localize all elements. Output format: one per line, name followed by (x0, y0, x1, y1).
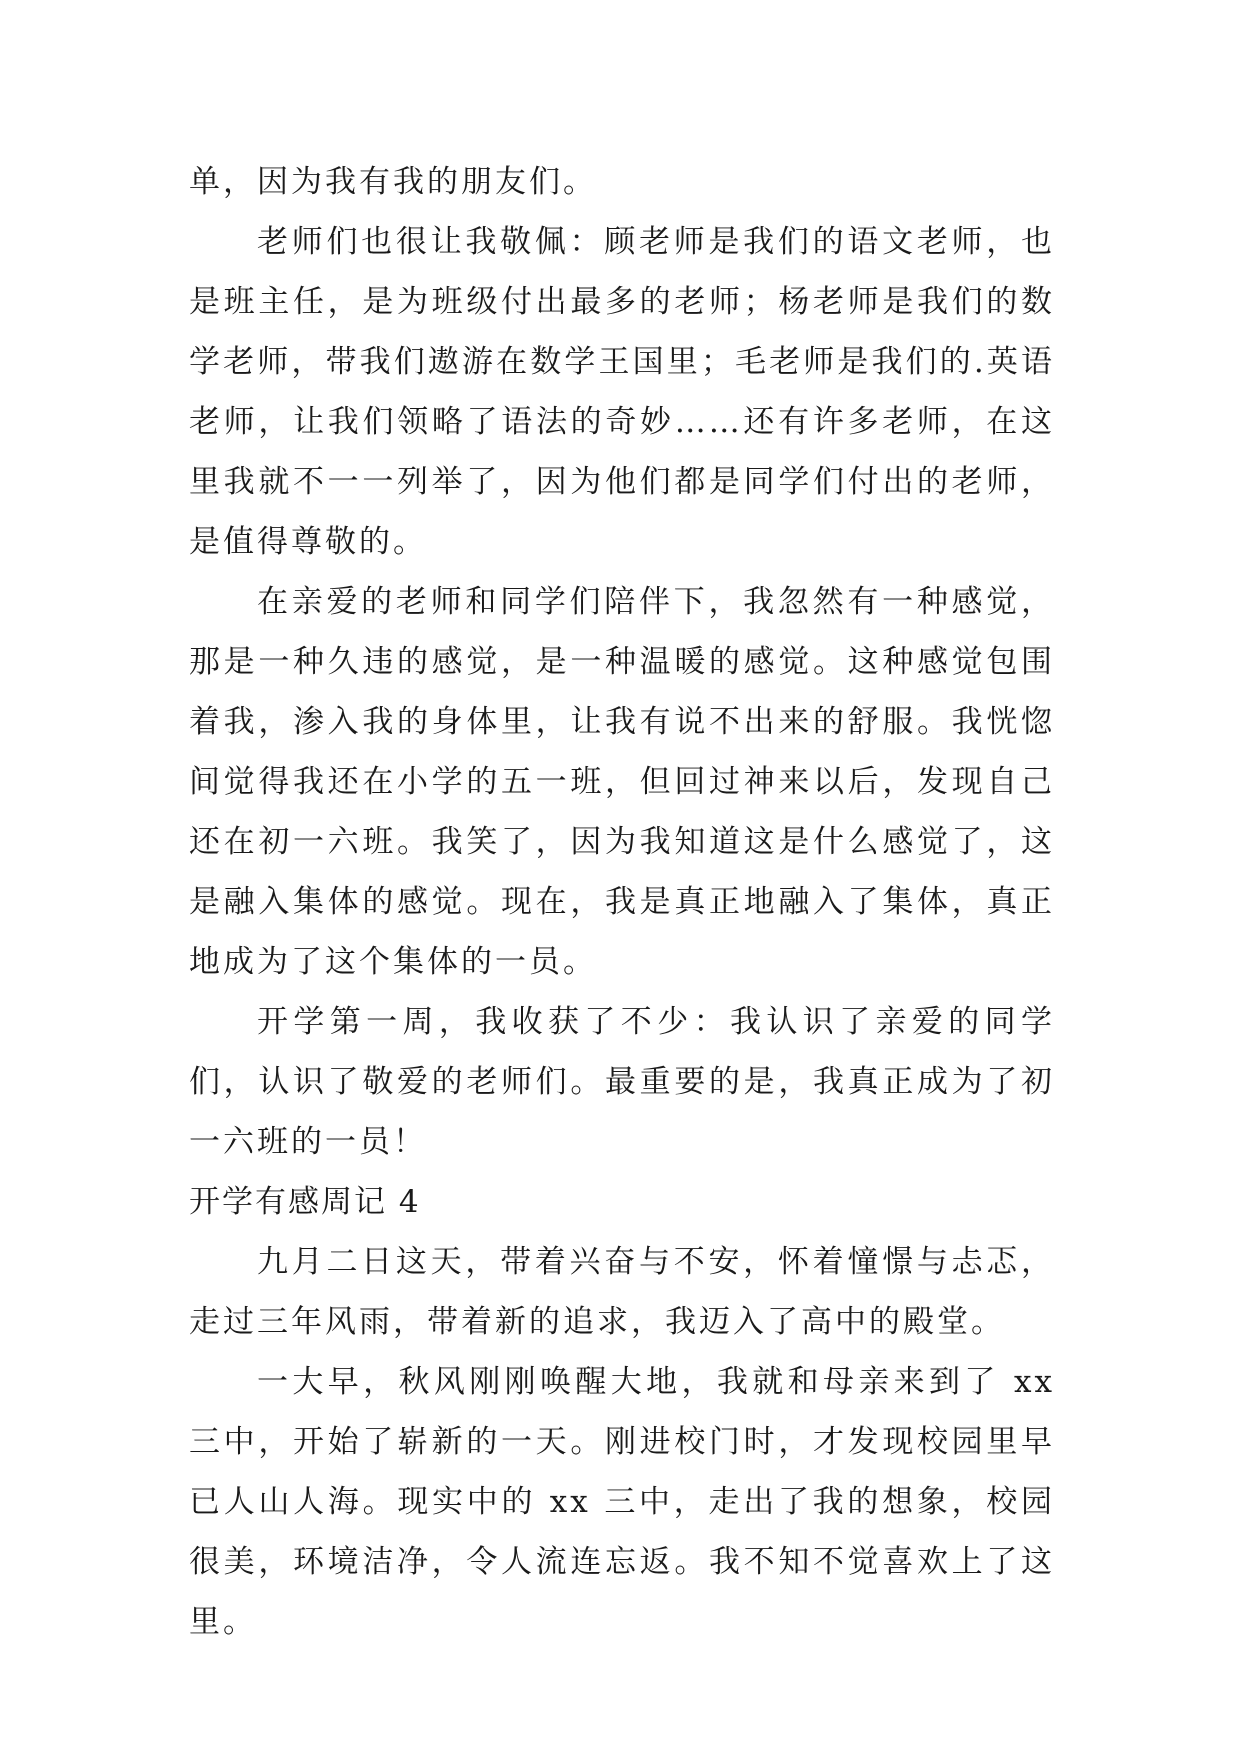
section-title: 开学有感周记 4 (189, 1184, 421, 1220)
document-body (189, 152, 1055, 1652)
paragraph-continuation: 单，因为我有我的朋友们。 (189, 164, 597, 200)
paragraph-morning: 一大早，秋风刚刚唤醒大地，我就和母亲来到了 xx 三中，开始了崭新的一天。刚进校门时，才发现校园里早已人山人海。现实中的 xx 三中，走出了我的想象，校园很美，环境洁净，令人流连忘返。我不知不觉喜欢上了这里。 (189, 1364, 1055, 1640)
paragraph-teachers: 老师们也很让我敬佩：顾老师是我们的语文老师，也是班主任，是为班级付出最多的老师；杨老师是我们的数学老师，带我们遨游在数学王国里；毛老师是我们的.英语老师，让我们领略了语法的奇妙……还有许多老师，在这里我就不一一列举了，因为他们都是同学们付出的老师，是值得尊敬的。 (189, 224, 1055, 560)
paragraph-september: 九月二日这天，带着兴奋与不安，怀着憧憬与忐忑，走过三年风雨，带着新的追求，我迈入了高中的殿堂。 (189, 1244, 1055, 1340)
paragraph-first-week: 开学第一周，我收获了不少：我认识了亲爱的同学们，认识了敬爱的老师们。最重要的是，我真正成为了初一六班的一员！ (189, 1004, 1055, 1160)
paragraph-feeling: 在亲爱的老师和同学们陪伴下，我忽然有一种感觉，那是一种久违的感觉，是一种温暖的感觉。这种感觉包围着我，渗入我的身体里，让我有说不出来的舒服。我恍惚间觉得我还在小学的五一班，但回过神来以后，发现自己还在初一六班。我笑了，因为我知道这是什么感觉了，这是融入集体的感觉。现在，我是真正地融入了集体，真正地成为了这个集体的一员。 (189, 584, 1055, 980)
